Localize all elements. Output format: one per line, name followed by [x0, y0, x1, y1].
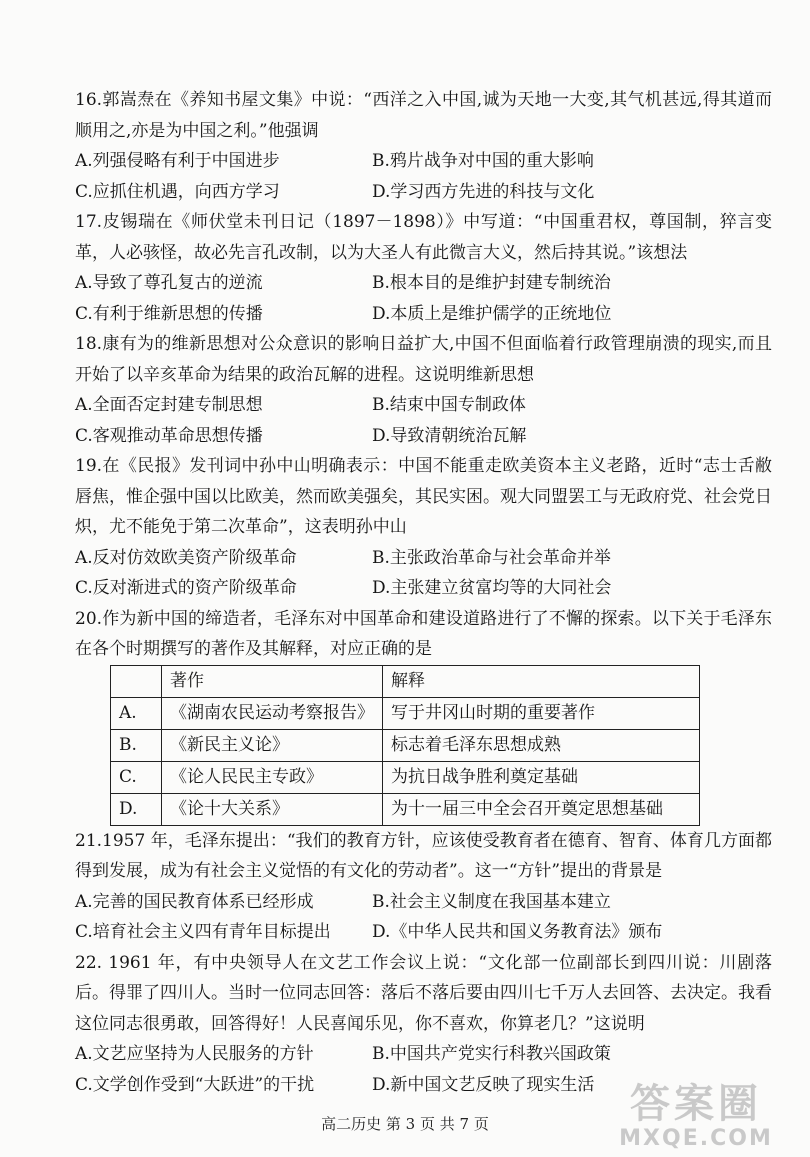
option-b: B.中国共产党实行科教兴国政策	[372, 1044, 611, 1064]
question-19	[75, 451, 772, 604]
question-20	[75, 604, 772, 826]
table-cell: 写于井冈山时期的重要著作	[383, 697, 700, 729]
table-cell: D.	[111, 793, 162, 825]
question-stem: 21.1957 年，毛泽东提出：“我们的教育方针，应该使受教育者在德育、智育、体育几方面都得到发展，成为有社会主义觉悟的有文化的劳动者”。这一“方针”提出的背景是	[75, 830, 772, 881]
option-a: A.文艺应坚持为人民服务的方针	[75, 1044, 314, 1064]
table-cell: 《论十大关系》	[162, 793, 383, 825]
question-stem: 18.康有为的维新思想对公众意识的影响日益扩大,中国不但面临着行政管理崩溃的现实,而且开始了以辛亥革命为结果的政治瓦解的进程。这说明维新思想	[75, 334, 772, 385]
table-cell: 为抗日战争胜利奠定基础	[383, 761, 700, 793]
option-b: B.鸦片战争对中国的重大影响	[372, 151, 594, 171]
option-b: B.结束中国专制政体	[372, 395, 526, 415]
question-list	[75, 85, 772, 1100]
option-a: A.反对仿效欧美资产阶级革命	[75, 547, 297, 568]
question-stem: 22. 1961 年，有中央领导人在文艺工作会议上说：“文化部一位副部长到四川说：川剧落后。得罪了四川人。当时一位同志回答：落后不落后要由四川七千万人去回答、去决定。我看这位同志很勇敢，回答得好！人民喜闻乐见，你不喜欢，你算老几？”这说明	[75, 952, 772, 1034]
watermark-site-text: MXQE.COM	[619, 1126, 773, 1151]
question-16	[75, 85, 772, 207]
option-list	[75, 887, 772, 948]
option-a: A.全面否定封建专制思想	[75, 395, 263, 415]
table-header-cell: 解释	[383, 665, 700, 697]
table-cell: 为十一届三中全会召开奠定思想基础	[383, 793, 700, 825]
table-row	[111, 697, 700, 729]
option-list	[75, 146, 772, 207]
option-d: D.本质上是维护儒学的正统地位	[372, 303, 612, 324]
watermark-logo	[596, 1081, 796, 1151]
option-d: D.学习西方先进的科技与文化	[372, 181, 595, 202]
option-c: C.文学创作受到“大跃进”的干扰	[75, 1074, 315, 1095]
option-list	[75, 390, 772, 451]
option-list	[75, 543, 772, 604]
option-a: A.完善的国民教育体系已经形成	[75, 891, 314, 912]
option-d: D.导致清朝统治瓦解	[372, 425, 527, 446]
option-b: B.主张政治革命与社会革命并举	[372, 547, 611, 568]
table-header-row	[111, 665, 700, 697]
question-18	[75, 329, 772, 451]
page-footer: 高二历史 第 3 页 共 7 页	[321, 1115, 489, 1133]
table-row	[111, 729, 700, 761]
table-header-cell: 著作	[162, 665, 383, 697]
option-d: D.新中国文艺反映了现实生活	[372, 1074, 595, 1095]
table-cell: 《新民主义论》	[162, 729, 383, 761]
question-17	[75, 207, 772, 329]
table-row	[111, 793, 700, 825]
watermark-logo-text: 答案圈	[630, 1081, 762, 1127]
table-cell: B.	[111, 729, 162, 761]
option-c: C.反对渐进式的资产阶级革命	[75, 578, 297, 598]
table-cell: 标志着毛泽东思想成熟	[383, 729, 700, 761]
table-cell: C.	[111, 761, 162, 793]
option-d: D.《中华人民共和国义务教育法》颁布	[372, 922, 663, 942]
option-b: B.根本目的是维护封建专制统治	[372, 273, 611, 293]
option-c: C.客观推动革命思想传播	[75, 425, 263, 446]
option-c: C.应抓住机遇，向西方学习	[75, 181, 280, 202]
table-cell: 《湖南农民运动考察报告》	[162, 697, 383, 729]
question-21	[75, 826, 772, 948]
table-row	[111, 761, 700, 793]
option-a: A.列强侵略有利于中国进步	[75, 151, 280, 171]
table-cell: A.	[111, 697, 162, 729]
question-stem: 19.在《民报》发刊词中孙中山明确表示：中国不能重走欧美资本主义老路，近时“志士舌敝唇焦，惟企强中国以比欧美，然而欧美强矣，其民实困。观大同盟罢工与无政府党、社会党日炽，尤不能免于第二次革命”，这表明孙中山	[75, 456, 772, 537]
table-cell: 《论人民民主专政》	[162, 761, 383, 793]
option-c: C.培育社会主义四有青年目标提出	[75, 922, 331, 942]
option-b: B.社会主义制度在我国基本建立	[372, 891, 611, 912]
option-a: A.导致了尊孔复古的逆流	[75, 273, 263, 293]
question-stem: 16.郭嵩焘在《养知书屋文集》中说：“西洋之入中国,诚为天地一大变,其气机甚远,得其道而顺用之,亦是为中国之利。”他强调	[75, 90, 772, 141]
option-c: C.有利于维新思想的传播	[75, 303, 263, 324]
question-stem: 17.皮锡瑞在《师伏堂未刊日记（1897－1898）》中写道：“中国重君权，尊国制，猝言变革，人必骇怪，故必先言孔改制，以为大圣人有此微言大义，然后持其说。”该想法	[75, 212, 772, 263]
question-stem: 20.作为新中国的缔造者，毛泽东对中国革命和建设道路进行了不懈的探索。以下关于毛泽东在各个时期撰写的著作及其解释，对应正确的是	[75, 608, 772, 659]
option-d: D.主张建立贫富均等的大同社会	[372, 578, 612, 598]
question-22	[75, 948, 772, 1101]
works-table	[110, 665, 700, 826]
table-header-cell	[111, 665, 162, 697]
option-list	[75, 268, 772, 329]
